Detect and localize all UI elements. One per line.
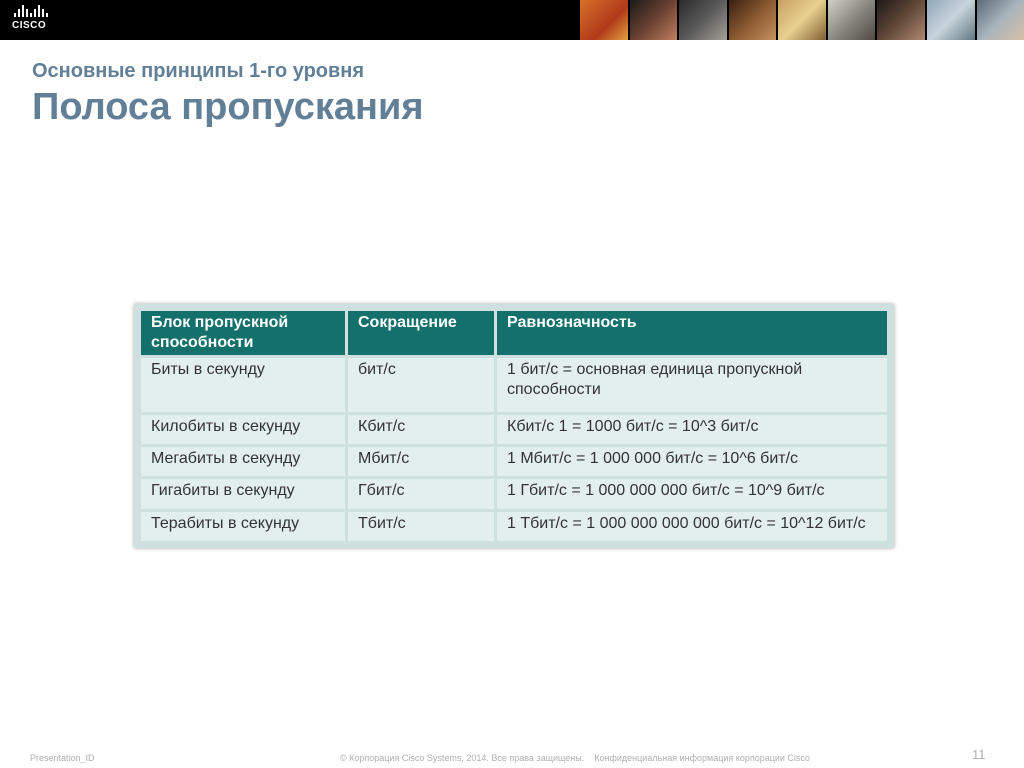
table-row (141, 447, 887, 476)
header-unit: Блок пропускной способности (141, 311, 345, 355)
header-equivalence: Равнозначность (497, 311, 887, 355)
presentation-id: Presentation_ID (30, 753, 95, 763)
cell-abbreviation: Гбит/с (348, 479, 494, 508)
footer-legal (340, 753, 810, 763)
cell-equivalence: 1 Мбит/с = 1 000 000 бит/с = 10^6 бит/с (497, 447, 887, 476)
header-abbreviation: Сокращение (348, 311, 494, 355)
cell-equivalence: Кбит/с 1 = 1000 бит/с = 10^3 бит/с (497, 415, 887, 444)
slide-title: Полоса пропускания (32, 86, 424, 128)
photo-5 (778, 0, 826, 40)
page-number: 11 (972, 747, 986, 762)
photo-2 (630, 0, 678, 40)
cell-unit: Терабиты в секунду (141, 512, 345, 541)
confidential-text: Конфиденциальная информация корпорации Cisco (594, 753, 810, 763)
cell-equivalence: 1 Тбит/с = 1 000 000 000 000 бит/с = 10^12 бит/с (497, 512, 887, 541)
photo-9 (977, 0, 1024, 40)
photo-1 (580, 0, 628, 40)
cell-abbreviation: Мбит/с (348, 447, 494, 476)
photo-6 (828, 0, 876, 40)
photo-7 (877, 0, 925, 40)
cisco-logo-text: CISCO (12, 20, 47, 31)
cell-equivalence: 1 Гбит/с = 1 000 000 000 бит/с = 10^9 бит/с (497, 479, 887, 508)
cisco-bars-icon (14, 5, 60, 17)
cell-unit: Гигабиты в секунду (141, 479, 345, 508)
photo-strip (580, 0, 1024, 40)
table-header-row (141, 311, 887, 355)
table-row (141, 415, 887, 444)
photo-8 (927, 0, 975, 40)
bandwidth-table-frame (134, 304, 894, 548)
photo-4 (729, 0, 777, 40)
copyright-text: © Корпорация Cisco Systems, 2014. Все права защищены. (340, 753, 585, 763)
table-row (141, 479, 887, 508)
cell-abbreviation: Тбит/с (348, 512, 494, 541)
top-banner (0, 0, 1024, 40)
cell-abbreviation: Кбит/с (348, 415, 494, 444)
cell-unit: Килобиты в секунду (141, 415, 345, 444)
cisco-logo (12, 5, 60, 35)
cell-equivalence: 1 бит/с = основная единица пропускной способности (497, 358, 887, 412)
cell-unit: Мегабиты в секунду (141, 447, 345, 476)
table-row (141, 512, 887, 541)
bandwidth-table (138, 308, 890, 544)
cell-unit: Биты в секунду (141, 358, 345, 412)
slide-subtitle: Основные принципы 1-го уровня (32, 60, 365, 82)
cell-abbreviation: бит/с (348, 358, 494, 412)
photo-3 (679, 0, 727, 40)
table-row (141, 358, 887, 412)
